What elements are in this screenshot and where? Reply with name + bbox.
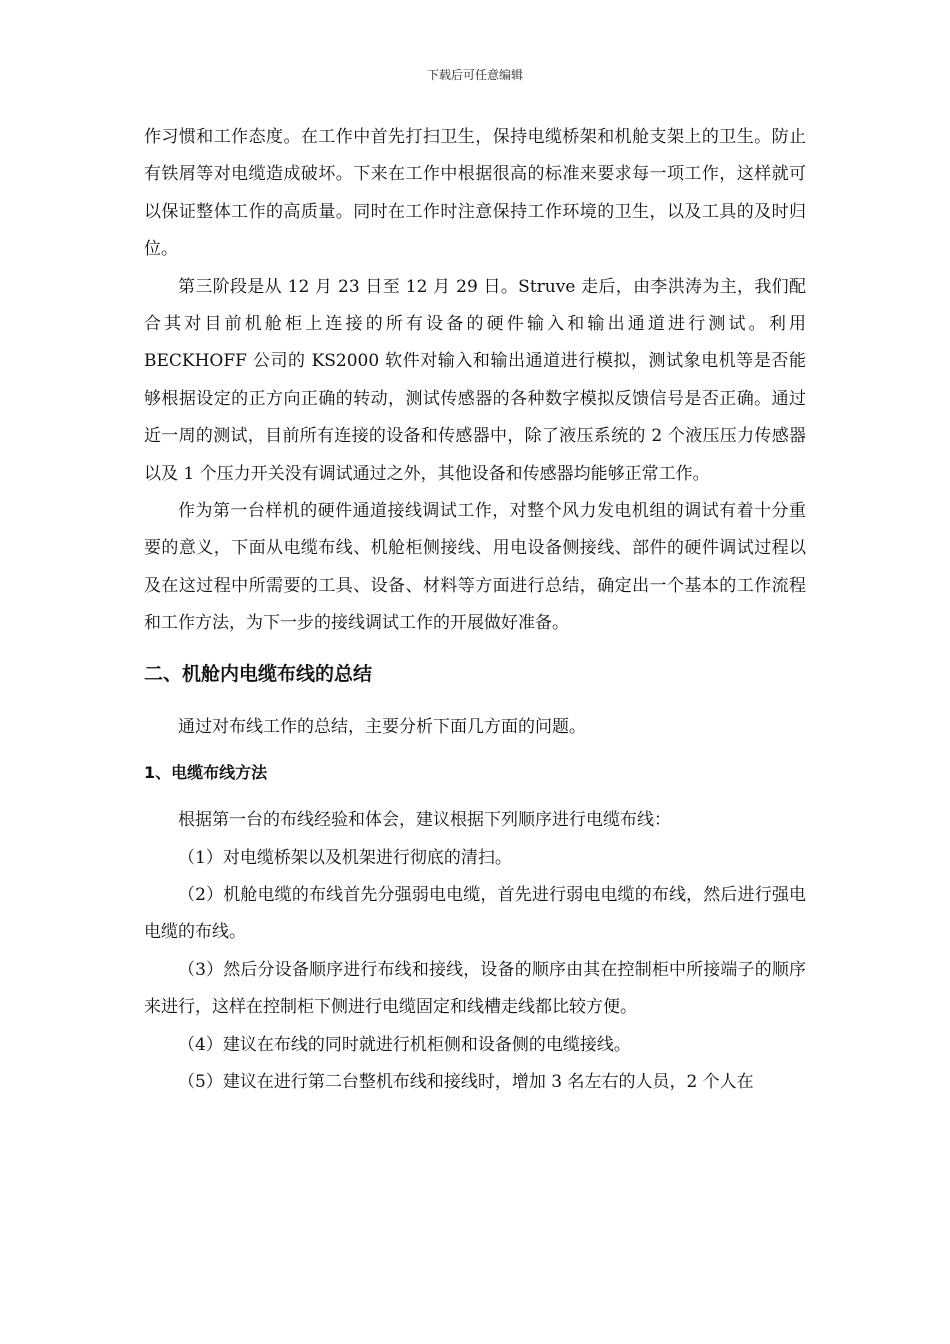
list-item: （5）建议在进行第二台整机布线和接线时，增加 3 名左右的人员，2 个人在	[178, 1071, 754, 1092]
page-header: 下载后可任意编辑	[426, 68, 523, 82]
list-item: （3）然后分设备顺序进行布线和接线，设备的顺序由其在控制柜中所接端子的顺序来进行，这样在控制柜下侧进行电缆固定和线槽走线都比较方便。	[144, 959, 806, 1018]
subsection-heading: 1、电缆布线方法	[144, 763, 268, 783]
paragraph: 作习惯和工作态度。在工作中首先打扫卫生，保持电缆桥架和机舱支架上的卫生。防止有铁屑等对电缆造成破坏。下来在工作中根据很高的标准来要求每一项工作，这样就可以保证整体工作的高质量。同时在工作时注意保持工作环境的卫生，以及工具的及时归位。	[144, 127, 806, 260]
paragraph: 根据第一台的布线经验和体会，建议根据下列顺序进行电缆布线：	[178, 810, 671, 831]
document-body	[144, 119, 806, 1101]
list-item: （4）建议在布线的同时就进行机柜侧和设备侧的电缆接线。	[178, 1034, 631, 1055]
list-item: （2）机舱电缆的布线首先分强弱电电缆，首先进行弱电电缆的布线，然后进行强电电缆的布线。	[144, 884, 806, 943]
paragraph: 第三阶段是从 12 月 23 日至 12 月 29 日。Struve 走后，由李洪涛为主，我们配合其对目前机舱柜上连接的所有设备的硬件输入和输出通道进行测试。利用 BECKHOFF 公司的 KS2000 软件对输入和输出通道进行模拟，测试象电机等是否能够根据设定的正方向正确的转动，测试传感器的各种数字模拟反馈信号是否正确。通过近一周的测试，目前所有连接的设备和传感器中，除了液压系统的 2 个液压压力传感器以及 1 个压力开关没有调试通过之外，其他设备和传感器均能够正常工作。	[144, 276, 806, 484]
paragraph: 作为第一台样机的硬件通道接线调试工作，对整个风力发电机组的调试有着十分重要的意义，下面从电缆布线、机舱柜侧接线、用电设备侧接线、部件的硬件调试过程以及在这过程中所需要的工具、设备、材料等方面进行总结，确定出一个基本的工作流程和工作方法，为下一步的接线调试工作的开展做好准备。	[144, 501, 806, 634]
list-item: （1）对电缆桥架以及机架进行彻底的清扫。	[178, 847, 512, 868]
section-heading: 二、机舱内电缆布线的总结	[144, 662, 373, 685]
paragraph: 通过对布线工作的总结，主要分析下面几方面的问题。	[178, 716, 586, 737]
